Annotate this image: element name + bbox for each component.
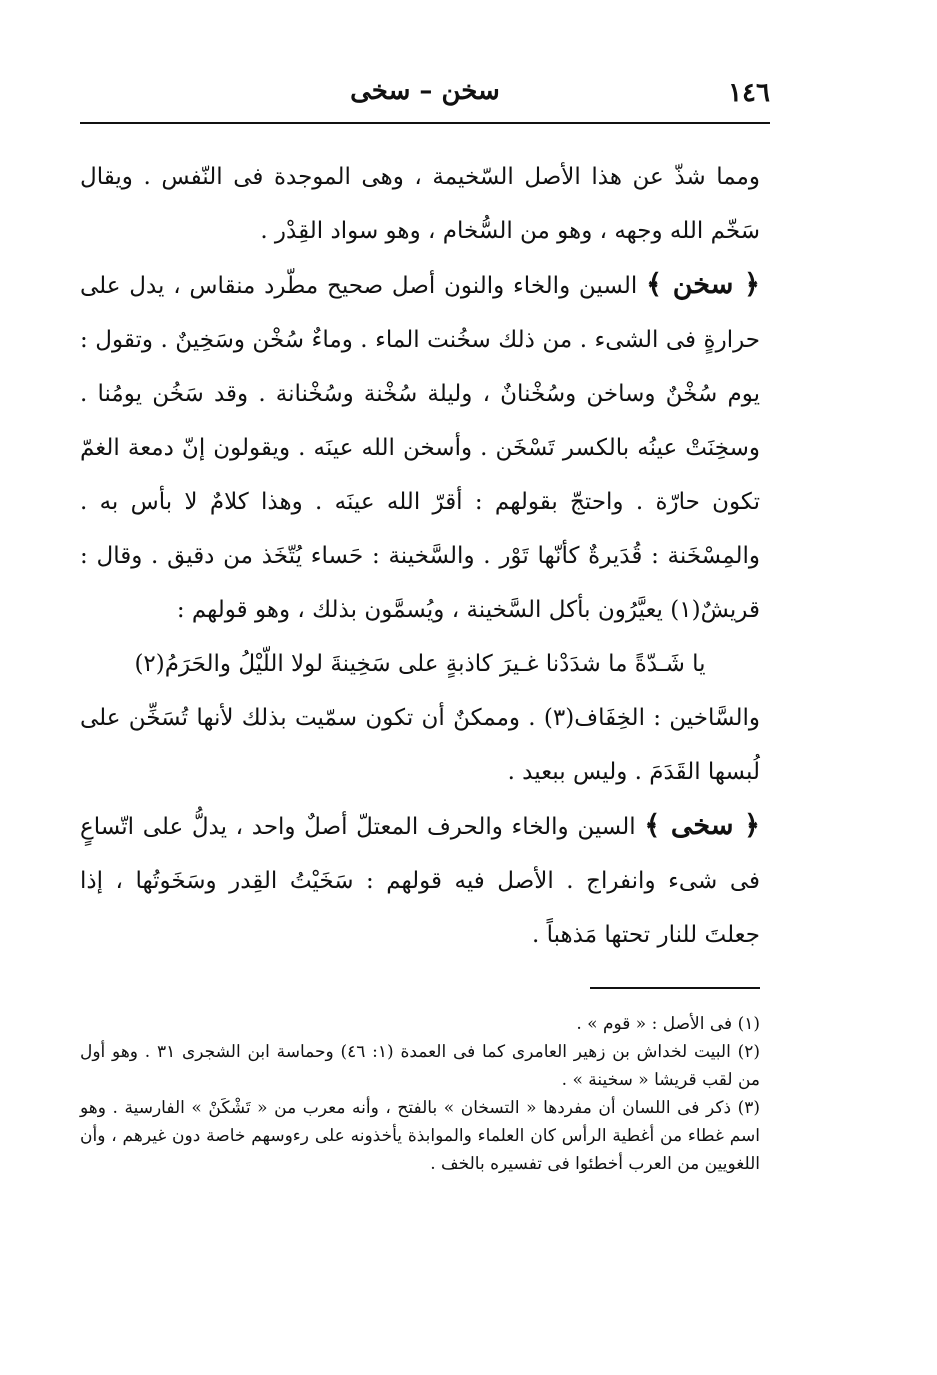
running-title: سخن – سخى [350,76,500,106]
footnote: (١) فى الأصل : « قوم » . [576,1014,760,1034]
footnote: (٢) البيت لخداش بن زهير العامرى كما فى العمدة (١: ٤٦) وحماسة ابن الشجرى ٣١ . وهو أول من لقب قريشا « سخينة » . [80,1042,760,1090]
footnotes [80,1010,760,1178]
entry-heading: ﴿ سخى ﴾ [644,810,760,841]
paragraph: ومما شذّ عن هذا الأصل السّخيمة ، وهى الموجدة فى النّفس . ويقال سَخّم الله وجهه ، وهو من السُّخام ، وهو سواد القِدْر . [80,164,760,244]
page-number: ١٤٦ [728,78,770,108]
entry-text: السين والخاء والحرف المعتلّ أصلٌ واحد ، يدلُّ على اتّساعٍ فى شىء وانفراج . الأصل فيه قولهم : سَخَيْتُ القِدر وسَخَوتُها ، إذا جعلتَ للنار تحتها مَذهباً . [80,814,760,948]
entry-sakha [80,799,760,962]
main-text [80,150,760,962]
entry-heading: ﴿ سخن ﴾ [646,269,761,300]
entry-text: السين والخاء والنون أصل صحيح مطّرد منقاس ، يدل على حرارةٍ فى الشىء . من ذلك سخُنت الماء . وماءٌ سُخْن وسَخِينٌ . وتقول : يوم سُخْنٌ وساخن وسُخْنانٌ ، وليلة سُخْنة وسُخْنانة . وقد سَخُن يومُنا . وسخِنَتْ عينُه بالكسر تَسْخَن . وأسخن الله عينَه . ويقولون إنّ دمعة الغمّ تكون حارّة . واحتجّ بقولهم : أقرّ الله عينَه . وهذا كلامٌ لا بأس به . والمِسْخَنة : قُدَيرةٌ كأنّها تَوْر . والسَّخينة : حَساء يُتّخَذ من دقيق . وقال : قريشٌ(١) يعيَّرُون بأكل السَّخينة ، ويُسمَّون بذلك ، وهو قولهم : [80,273,760,623]
verse-line: يا شَـدّةً ما شدَدْنا غـيرَ كاذبةٍ على سَخِينةَ لولا اللّيْلُ والحَرَمُ(٢) [134,651,706,677]
paragraph: والسَّاخين : الخِفَاف(٣) . وممكنٌ أن تكون سمّيت بذلك لأنها تُسَخِّن على لُبسها القَدَمَ . وليس ببعيد . [80,705,760,785]
entry-sakhana [80,258,760,637]
header-rule [80,122,770,124]
footnote: (٣) ذكر فى اللسان أن مفردها « التسخان » بالفتح ، وأنه معرب من « تَشْكَنْ » الفارسية . وهو اسم غطاء من أغطية الرأس كان العلماء والموابذة يأخذونه على رءوسهم خاصة دون غيرهم ، وأن اللغويين من العرب أخطئوا فى تفسيره بالخف . [80,1098,760,1174]
footnote-rule [590,987,760,989]
page-header [80,70,770,120]
